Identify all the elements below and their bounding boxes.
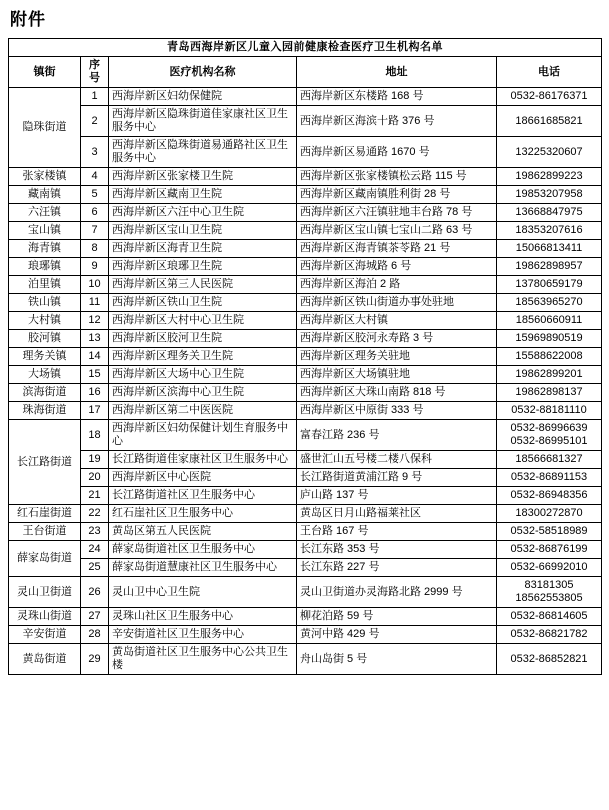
cell-telephone: 19862899223 (497, 168, 602, 186)
cell-town: 张家楼镇 (9, 168, 81, 186)
cell-number: 9 (81, 258, 109, 276)
cell-telephone: 18300272870 (497, 505, 602, 523)
cell-town: 滨海街道 (9, 384, 81, 402)
cell-number: 19 (81, 451, 109, 469)
cell-number: 29 (81, 644, 109, 675)
table-row (9, 222, 602, 240)
cell-address: 西海岸新区中原街 333 号 (297, 402, 497, 420)
cell-number: 4 (81, 168, 109, 186)
cell-address: 西海岸新区大珠山南路 818 号 (297, 384, 497, 402)
table-row (9, 420, 602, 451)
cell-telephone: 0532-86814605 (497, 608, 602, 626)
cell-telephone: 18560660911 (497, 312, 602, 330)
cell-number: 11 (81, 294, 109, 312)
cell-number: 17 (81, 402, 109, 420)
table-row (9, 608, 602, 626)
cell-town: 理务关镇 (9, 348, 81, 366)
cell-institution-name: 西海岸新区铁山卫生院 (109, 294, 297, 312)
table-row (9, 541, 602, 559)
cell-town: 胶河镇 (9, 330, 81, 348)
cell-town: 珠海街道 (9, 402, 81, 420)
table-row (9, 384, 602, 402)
header-town: 镇街 (9, 57, 81, 88)
cell-town: 黄岛街道 (9, 644, 81, 675)
table-row (9, 644, 602, 675)
cell-telephone: 0532-66992010 (497, 559, 602, 577)
cell-town: 薛家岛街道 (9, 541, 81, 577)
cell-town: 隐珠街道 (9, 88, 81, 168)
cell-town: 海青镇 (9, 240, 81, 258)
cell-address: 长江路街道黄浦江路 9 号 (297, 469, 497, 487)
table-row (9, 523, 602, 541)
table-row (9, 186, 602, 204)
cell-number: 7 (81, 222, 109, 240)
cell-address: 西海岸新区东楼路 168 号 (297, 88, 497, 106)
cell-town: 六汪镇 (9, 204, 81, 222)
header-telephone: 电话 (497, 57, 602, 88)
cell-number: 13 (81, 330, 109, 348)
cell-institution-name: 红石崖社区卫生服务中心 (109, 505, 297, 523)
table-row (9, 137, 602, 168)
cell-number: 22 (81, 505, 109, 523)
cell-address: 西海岸新区铁山街道办事处驻地 (297, 294, 497, 312)
cell-telephone: 0532-88181110 (497, 402, 602, 420)
cell-address: 长江东路 353 号 (297, 541, 497, 559)
cell-number: 8 (81, 240, 109, 258)
cell-address: 西海岸新区大村镇 (297, 312, 497, 330)
cell-address: 王台路 167 号 (297, 523, 497, 541)
table-row (9, 366, 602, 384)
cell-number: 21 (81, 487, 109, 505)
table-row (9, 559, 602, 577)
cell-address: 西海岸新区大场镇驻地 (297, 366, 497, 384)
cell-institution-name: 黄岛区第五人民医院 (109, 523, 297, 541)
table-row (9, 168, 602, 186)
table-row (9, 312, 602, 330)
cell-telephone: 0532-58518989 (497, 523, 602, 541)
cell-institution-name: 西海岸新区大场中心卫生院 (109, 366, 297, 384)
table-header-row (9, 57, 602, 88)
cell-address: 西海岸新区海滨十路 376 号 (297, 106, 497, 137)
cell-town: 辛安街道 (9, 626, 81, 644)
cell-number: 3 (81, 137, 109, 168)
cell-address: 西海岸新区宝山镇七宝山二路 63 号 (297, 222, 497, 240)
cell-telephone: 0532-86996639 0532-86995101 (497, 420, 602, 451)
table-row (9, 258, 602, 276)
table-row (9, 577, 602, 608)
cell-telephone: 18353207616 (497, 222, 602, 240)
table-row (9, 348, 602, 366)
cell-number: 14 (81, 348, 109, 366)
clinic-list-table (8, 38, 602, 675)
cell-address: 长江东路 227 号 (297, 559, 497, 577)
cell-institution-name: 西海岸新区第三人民医院 (109, 276, 297, 294)
attachment-label: 附件 (10, 10, 46, 29)
cell-institution-name: 西海岸新区隐珠街道佳家康社区卫生服务中心 (109, 106, 297, 137)
table-row (9, 294, 602, 312)
cell-address: 西海岸新区藏南镇胜利街 28 号 (297, 186, 497, 204)
table-row (9, 204, 602, 222)
header-address: 地址 (297, 57, 497, 88)
cell-institution-name: 西海岸新区大村中心卫生院 (109, 312, 297, 330)
cell-institution-name: 西海岸新区中心医院 (109, 469, 297, 487)
cell-institution-name: 西海岸新区海青卫生院 (109, 240, 297, 258)
cell-institution-name: 辛安街道社区卫生服务中心 (109, 626, 297, 644)
cell-telephone: 0532-86176371 (497, 88, 602, 106)
table-row (9, 330, 602, 348)
cell-town: 王台街道 (9, 523, 81, 541)
cell-town: 泊里镇 (9, 276, 81, 294)
table-row (9, 276, 602, 294)
table-row (9, 505, 602, 523)
cell-institution-name: 西海岸新区妇幼保健院 (109, 88, 297, 106)
table-row (9, 106, 602, 137)
cell-telephone: 15588622008 (497, 348, 602, 366)
cell-town: 大场镇 (9, 366, 81, 384)
cell-institution-name: 长江路街道社区卫生服务中心 (109, 487, 297, 505)
table-body (9, 39, 602, 675)
table-title-row (9, 39, 602, 57)
cell-number: 20 (81, 469, 109, 487)
cell-address: 盛世汇山五号楼二楼八保科 (297, 451, 497, 469)
cell-telephone: 15969890519 (497, 330, 602, 348)
cell-address: 黄河中路 429 号 (297, 626, 497, 644)
cell-institution-name: 西海岸新区张家楼卫生院 (109, 168, 297, 186)
cell-institution-name: 西海岸新区宝山卫生院 (109, 222, 297, 240)
cell-institution-name: 黄岛街道社区卫生服务中心公共卫生楼 (109, 644, 297, 675)
cell-number: 26 (81, 577, 109, 608)
cell-town: 灵山卫街道 (9, 577, 81, 608)
cell-address: 西海岸新区海青镇茶苓路 21 号 (297, 240, 497, 258)
cell-telephone: 0532-86876199 (497, 541, 602, 559)
cell-number: 23 (81, 523, 109, 541)
cell-address: 柳花泊路 59 号 (297, 608, 497, 626)
table-row (9, 402, 602, 420)
cell-number: 15 (81, 366, 109, 384)
table-row (9, 88, 602, 106)
cell-institution-name: 西海岸新区第二中医医院 (109, 402, 297, 420)
cell-telephone: 18661685821 (497, 106, 602, 137)
cell-institution-name: 西海岸新区六汪中心卫生院 (109, 204, 297, 222)
cell-telephone: 13225320607 (497, 137, 602, 168)
cell-telephone: 0532-86852821 (497, 644, 602, 675)
cell-telephone: 83181305 18562553805 (497, 577, 602, 608)
table-row (9, 451, 602, 469)
cell-institution-name: 灵山卫中心卫生院 (109, 577, 297, 608)
cell-institution-name: 灵珠山社区卫生服务中心 (109, 608, 297, 626)
cell-telephone: 15066813411 (497, 240, 602, 258)
cell-telephone: 19862899201 (497, 366, 602, 384)
cell-institution-name: 西海岸新区妇幼保健计划生育服务中心 (109, 420, 297, 451)
header-number: 序号 (81, 57, 109, 88)
cell-address: 富春江路 236 号 (297, 420, 497, 451)
cell-telephone: 0532-86948356 (497, 487, 602, 505)
cell-institution-name: 西海岸新区理务关卫生院 (109, 348, 297, 366)
cell-institution-name: 薛家岛街道社区卫生服务中心 (109, 541, 297, 559)
cell-address: 西海岸新区理务关驻地 (297, 348, 497, 366)
cell-institution-name: 长江路街道佳家康社区卫生服务中心 (109, 451, 297, 469)
table-row (9, 469, 602, 487)
table-title: 青岛西海岸新区儿童入园前健康检查医疗卫生机构名单 (9, 39, 602, 57)
cell-town: 宝山镇 (9, 222, 81, 240)
cell-telephone: 13668847975 (497, 204, 602, 222)
cell-number: 6 (81, 204, 109, 222)
cell-number: 24 (81, 541, 109, 559)
cell-address: 西海岸新区张家楼镇松云路 115 号 (297, 168, 497, 186)
cell-number: 2 (81, 106, 109, 137)
cell-number: 12 (81, 312, 109, 330)
cell-address: 西海岸新区海泊 2 路 (297, 276, 497, 294)
cell-address: 西海岸新区易通路 1670 号 (297, 137, 497, 168)
cell-town: 琅琊镇 (9, 258, 81, 276)
cell-town: 藏南镇 (9, 186, 81, 204)
cell-address: 庐山路 137 号 (297, 487, 497, 505)
cell-institution-name: 西海岸新区藏南卫生院 (109, 186, 297, 204)
cell-institution-name: 西海岸新区隐珠街道易通路社区卫生服务中心 (109, 137, 297, 168)
cell-address: 西海岸新区海城路 6 号 (297, 258, 497, 276)
cell-address: 西海岸新区胶河永寿路 3 号 (297, 330, 497, 348)
cell-institution-name: 西海岸新区滨海中心卫生院 (109, 384, 297, 402)
cell-number: 10 (81, 276, 109, 294)
cell-number: 28 (81, 626, 109, 644)
cell-telephone: 13780659179 (497, 276, 602, 294)
cell-telephone: 18563965270 (497, 294, 602, 312)
cell-town: 长江路街道 (9, 420, 81, 505)
cell-institution-name: 薛家岛街道慧康社区卫生服务中心 (109, 559, 297, 577)
header-institution-name: 医疗机构名称 (109, 57, 297, 88)
cell-telephone: 19862898957 (497, 258, 602, 276)
cell-number: 27 (81, 608, 109, 626)
table-row (9, 626, 602, 644)
cell-town: 大村镇 (9, 312, 81, 330)
cell-telephone: 0532-86891153 (497, 469, 602, 487)
cell-telephone: 19862898137 (497, 384, 602, 402)
cell-telephone: 18566681327 (497, 451, 602, 469)
cell-institution-name: 西海岸新区琅琊卫生院 (109, 258, 297, 276)
cell-address: 舟山岛街 5 号 (297, 644, 497, 675)
table-row (9, 487, 602, 505)
table-row (9, 240, 602, 258)
cell-institution-name: 西海岸新区胶河卫生院 (109, 330, 297, 348)
cell-number: 5 (81, 186, 109, 204)
cell-address: 西海岸新区六汪镇驻地丰台路 78 号 (297, 204, 497, 222)
cell-number: 16 (81, 384, 109, 402)
cell-number: 1 (81, 88, 109, 106)
cell-telephone: 0532-86821782 (497, 626, 602, 644)
cell-town: 红石崖街道 (9, 505, 81, 523)
cell-telephone: 19853207958 (497, 186, 602, 204)
cell-number: 18 (81, 420, 109, 451)
cell-town: 灵珠山街道 (9, 608, 81, 626)
cell-town: 铁山镇 (9, 294, 81, 312)
cell-number: 25 (81, 559, 109, 577)
cell-address: 灵山卫街道办灵海路北路 2999 号 (297, 577, 497, 608)
cell-address: 黄岛区日月山路福莱社区 (297, 505, 497, 523)
